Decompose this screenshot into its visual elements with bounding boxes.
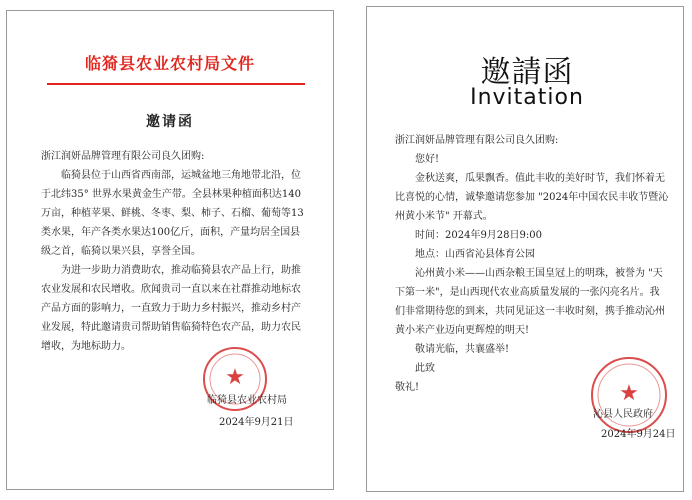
letter-body bbox=[41, 147, 321, 356]
document-linyi-letter bbox=[6, 10, 334, 490]
date: 2024年9月21日 bbox=[219, 417, 294, 428]
document-invitation bbox=[366, 6, 684, 492]
addressee: 浙江润妍品牌管理有限公司良久团购: bbox=[395, 135, 559, 146]
paragraph-line: 农业发展和农民增收。欣闻贵司一直以来在社群推动地标农 bbox=[41, 284, 301, 295]
greeting: 您好! bbox=[415, 154, 440, 165]
paragraph-line: 比喜悦的心情，诚挚邀请您参加 "2024年中国农民丰收节暨沁 bbox=[395, 192, 669, 203]
paragraph-line: 业发展，特此邀请贵司帮助销售临猗特色农产品，助力农民 bbox=[41, 322, 301, 333]
red-header-rule bbox=[47, 83, 305, 85]
paragraph-line: 产品方面的影响力，一直致力于助力乡村振兴，推动乡村产 bbox=[41, 303, 301, 314]
document-header-title: 临猗县农业农村局文件 bbox=[84, 54, 255, 73]
event-place: 地点：山西省沁县体育公园 bbox=[415, 249, 535, 260]
seal-star-icon: ★ bbox=[225, 365, 245, 390]
paragraph-line: 于北纬35° 世界水果黄金生产带。全县林果种植面积达140 bbox=[41, 189, 301, 200]
logo-english: Invitation bbox=[470, 85, 584, 110]
closing: 敬请光临，共襄盛举! bbox=[415, 344, 510, 355]
signature: 临猗县农业农村局 bbox=[207, 395, 287, 406]
event-time: 时间：2024年9月28日9:00 bbox=[415, 230, 542, 241]
paragraph-line: 们非常期待您的到来，共同见证这一丰收时刻，携手推动沁州 bbox=[395, 306, 665, 317]
paragraph-line: 州黄小米节" 开幕式。 bbox=[395, 211, 493, 222]
paragraph-line: 类水果，年产各类水果达100亿斤，面积，产量均居全国县 bbox=[41, 227, 301, 238]
seal-star-icon: ★ bbox=[619, 381, 639, 406]
paragraph-line: 下第一米"，是山西现代农业高质量发展的一张闪亮名片。我 bbox=[395, 287, 660, 298]
invitation-logo bbox=[457, 47, 597, 121]
jingli: 敬礼! bbox=[395, 382, 420, 393]
paragraph-line: 增收，为地标助力。 bbox=[41, 341, 131, 352]
paragraph-line: 沁州黄小米——山西杂粮王国皇冠上的明珠，被誉为 "天 bbox=[415, 268, 663, 279]
letter-title: 邀请函 bbox=[146, 114, 194, 130]
paragraph-line: 万亩，种植苹果、鲜桃、冬枣、梨、柿子、石榴、葡萄等13 bbox=[41, 208, 304, 219]
paragraph-line: 金秋送爽，瓜果飘香。值此丰收的美好时节，我们怀着无 bbox=[415, 173, 665, 184]
paragraph-line: 临猗县位于山西省西南部，运城盆地三角地带北沿，位 bbox=[61, 170, 301, 181]
official-seal bbox=[591, 357, 667, 433]
paragraph-line: 级之首，临猗以果兴县，享誉全国。 bbox=[41, 246, 201, 257]
cishi: 此致 bbox=[415, 363, 435, 374]
date: 2024年9月24日 bbox=[601, 429, 676, 440]
paragraph-line: 黄小米产业迈向更辉煌的明天! bbox=[395, 325, 530, 336]
addressee: 浙江润妍品牌管理有限公司良久团购: bbox=[41, 151, 205, 162]
paragraph-line: 为进一步助力消费助农，推动临猗县农产品上行，助推 bbox=[61, 265, 301, 276]
signature: 沁县人民政府 bbox=[593, 409, 653, 420]
logo-chinese: 邀請函 bbox=[480, 55, 574, 90]
